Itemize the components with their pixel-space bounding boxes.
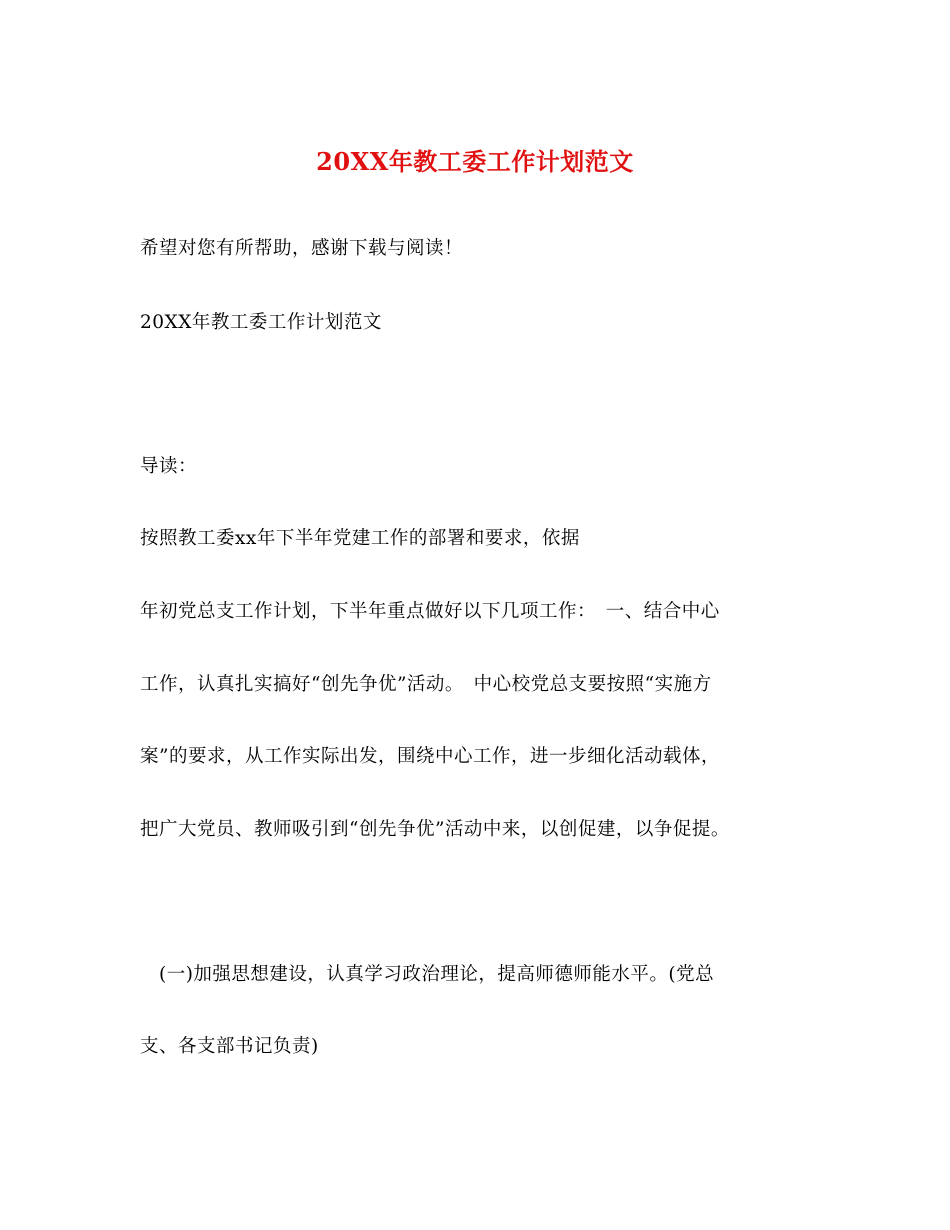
paragraph-line: 案”的要求，从工作实际出发，围绕中心工作，进一步细化活动载体， bbox=[140, 746, 720, 767]
greeting-line: 希望对您有所帮助，感谢下载与阅读！ bbox=[140, 238, 464, 259]
document-title: 20XX年教工委工作计划范文 bbox=[316, 147, 634, 176]
paragraph-line: 把广大党员、教师吸引到“创先争优”活动中来，以创促建，以争促提。 bbox=[140, 819, 730, 840]
section-heading-line: 支、各支部书记负责) bbox=[140, 1036, 319, 1057]
paragraph-line: 按照教工委xx年下半年党建工作的部署和要求，依据 bbox=[140, 528, 580, 549]
paragraph-line: 年初党总支工作计划，下半年重点做好以下几项工作： 一、结合中心 bbox=[140, 601, 720, 622]
section-heading-line: (一)加强思想建设，认真学习政治理论，提高师德师能水平。(党总 bbox=[159, 964, 715, 985]
subtitle-line: 20XX年教工委工作计划范文 bbox=[140, 312, 382, 333]
paragraph-line: 工作，认真扎实搞好“创先争优”活动。 中心校党总支要按照“实施方 bbox=[140, 674, 712, 695]
intro-label: 导读： bbox=[140, 456, 198, 477]
